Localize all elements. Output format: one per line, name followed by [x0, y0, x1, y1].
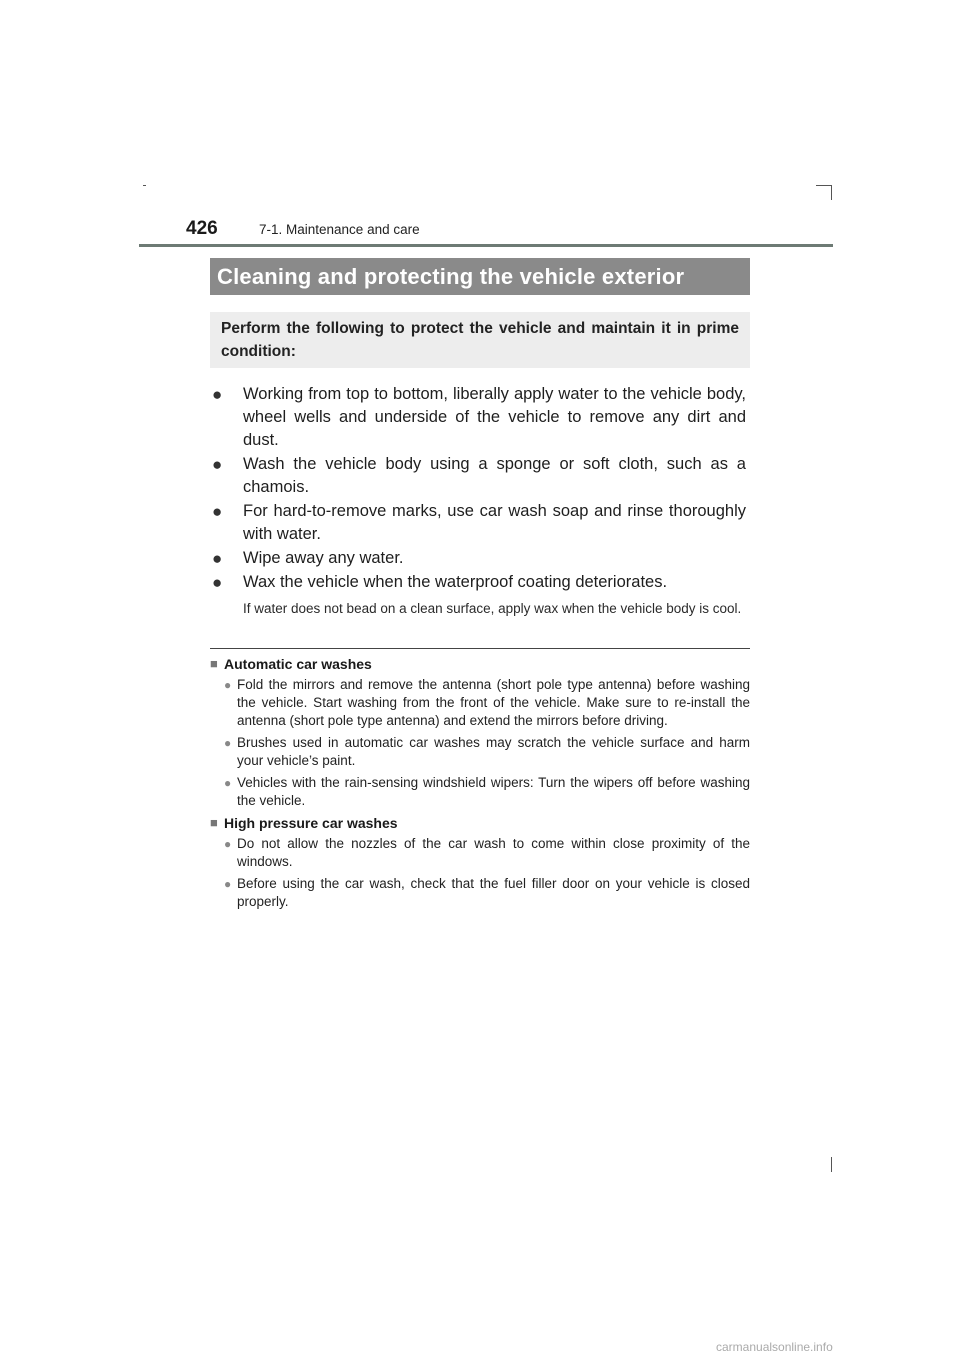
list-item: [212, 500, 746, 546]
list-item: [212, 547, 746, 570]
watermark: carmanualsonline.info: [716, 1340, 833, 1354]
list-item-text: For hard-to-remove marks, use car wash soap and rinse thoroughly with water.: [243, 502, 746, 543]
wax-note: If water does not bead on a clean surface, apply wax when the vehicle body is cool.: [243, 601, 742, 616]
crop-mark-bottom-right-v: [831, 1157, 832, 1172]
notes-section: [210, 655, 750, 915]
square-bullet-icon: ■: [210, 815, 218, 830]
section-divider: [210, 648, 750, 649]
note-heading-automatic-car-washes: [210, 655, 750, 673]
note-item-text: Vehicles with the rain-sensing windshield wipers: Turn the wipers off before washing the vehicle.: [237, 775, 750, 808]
header-rule: [139, 244, 833, 247]
crop-mark-top-right-v: [831, 185, 832, 200]
note-item-text: Brushes used in automatic car washes may scratch the vehicle surface and harm your vehicle’s paint.: [237, 735, 750, 768]
list-item: [212, 453, 746, 499]
bullet-icon: ●: [212, 385, 223, 404]
page-number: 426: [186, 218, 218, 239]
bullet-icon: ●: [212, 573, 223, 592]
bullet-icon: ●: [212, 455, 223, 474]
note-item-text: Before using the car wash, check that the fuel filler door on your vehicle is closed properly.: [237, 876, 750, 909]
section-label: 7-1. Maintenance and care: [259, 222, 420, 237]
dot-bullet-icon: ●: [224, 837, 232, 851]
dot-bullet-icon: ●: [224, 877, 232, 891]
list-item: [212, 571, 746, 594]
dot-bullet-icon: ●: [224, 678, 232, 692]
crop-mark-top-left: [143, 185, 146, 186]
bullet-icon: ●: [212, 549, 223, 568]
note-item: [210, 835, 750, 871]
crop-mark-top-right-h: [816, 185, 832, 186]
list-item-text: Working from top to bottom, liberally apply water to the vehicle body, wheel wells and underside of the vehicle to remove any dirt and dust.: [243, 385, 746, 449]
page-title: Cleaning and protecting the vehicle exterior: [210, 258, 750, 295]
bullet-icon: ●: [212, 502, 223, 521]
intro-box: Perform the following to protect the vehicle and maintain it in prime condition:: [210, 312, 750, 368]
square-bullet-icon: ■: [210, 656, 218, 671]
page-header: [139, 214, 833, 246]
list-item-text: Wash the vehicle body using a sponge or soft cloth, such as a chamois.: [243, 455, 746, 496]
list-item: [212, 383, 746, 452]
list-item-text: Wax the vehicle when the waterproof coating deteriorates.: [243, 573, 668, 591]
note-heading-text: High pressure car washes: [224, 815, 398, 831]
note-heading-text: Automatic car washes: [224, 656, 372, 672]
note-item: [210, 875, 750, 911]
note-item: [210, 774, 750, 810]
note-heading-high-pressure-car-washes: [210, 814, 750, 832]
note-item: [210, 676, 750, 730]
note-item: [210, 734, 750, 770]
dot-bullet-icon: ●: [224, 776, 232, 790]
note-item-text: Do not allow the nozzles of the car wash to come within close proximity of the windows.: [237, 836, 750, 869]
main-list: [212, 383, 746, 618]
dot-bullet-icon: ●: [224, 736, 232, 750]
note-item-text: Fold the mirrors and remove the antenna (short pole type antenna) before washing the vehicle. Start washing from the front of the vehicle. Make sure to re-install the antenna (short pole type antenna) and extend the mirrors before driving.: [237, 677, 750, 728]
list-item-text: Wipe away any water.: [243, 549, 404, 567]
